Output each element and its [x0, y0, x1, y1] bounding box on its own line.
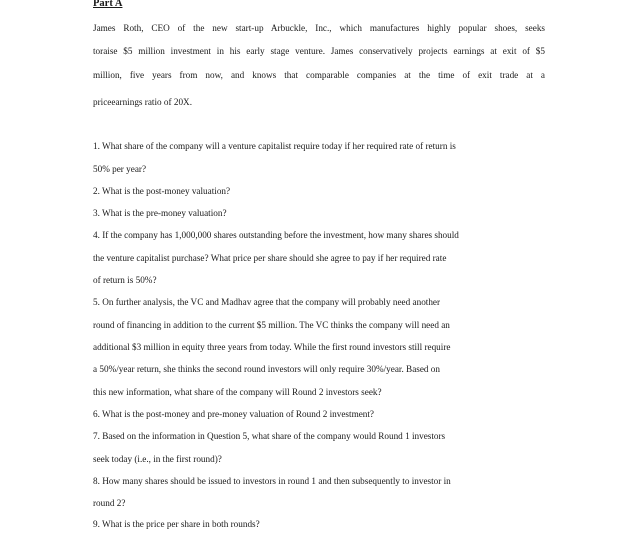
question-line: 4. If the company has 1,000,000 shares outstanding before the investment, how many shares should [93, 230, 459, 240]
question-line: 2. What is the post-money valuation? [93, 186, 231, 196]
question-line: round 2? [93, 498, 126, 508]
question-line: this new information, what share of the company will Round 2 investors seek? [93, 387, 382, 397]
intro-line: million, five years from now, and knows that comparable companies at the time of exit trade at a [93, 70, 545, 80]
question-line: additional $3 million in equity three years from today. While the first round investors still require [93, 342, 451, 352]
question-line: 7. Based on the information in Question 5, what share of the company would Round 1 investors [93, 431, 446, 441]
heading-part-a: Part A [93, 0, 123, 9]
question-line: the venture capitalist purchase? What price per share should she agree to pay if her required rate [93, 253, 447, 263]
question-line: 8. How many shares should be issued to investors in round 1 and then subsequently to investor in [93, 476, 451, 486]
question-line: 50% per year? [93, 164, 147, 174]
question-line: 6. What is the post-money and pre-money valuation of Round 2 investment? [93, 409, 375, 419]
question-line: seek today (i.e., in the first round)? [93, 454, 222, 464]
question-line: 9. What is the price per share in both rounds? [93, 519, 260, 529]
question-line: 3. What is the pre-money valuation? [93, 208, 227, 218]
question-line: a 50%/year return, she thinks the second round investors will only require 30%/year. Based on [93, 364, 440, 374]
question-line: of return is 50%? [93, 275, 157, 285]
question-line: 5. On further analysis, the VC and Madhav agree that the company will probably need another [93, 297, 441, 307]
question-line: round of financing in addition to the current $5 million. The VC thinks the company will need an [93, 320, 450, 330]
question-line: 1. What share of the company will a venture capitalist require today if her required rate of return is [93, 141, 456, 151]
intro-line: James Roth, CEO of the new start-up Arbuckle, Inc., which manufactures highly popular shoes, seeks [93, 23, 545, 33]
intro-line: toraise $5 million investment in his early stage venture. James conservatively projects earnings at exit of $5 [93, 46, 545, 56]
intro-line: priceearnings ratio of 20X. [93, 97, 192, 107]
